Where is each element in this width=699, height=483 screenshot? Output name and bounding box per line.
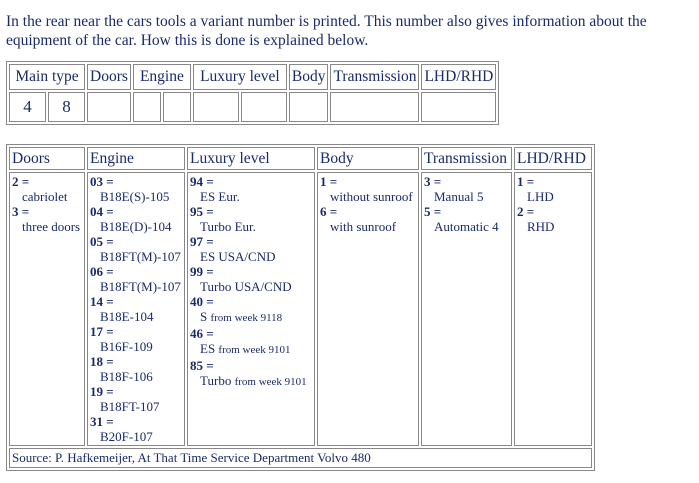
luxury-value xyxy=(190,219,312,234)
variant-number-table xyxy=(6,61,499,125)
luxury-code: 94 = xyxy=(190,174,214,189)
luxury-name: ES xyxy=(200,341,216,356)
engine-code: 17 = xyxy=(90,324,114,339)
luxury-code: 85 = xyxy=(190,358,214,373)
transmission-cell xyxy=(330,92,419,122)
legend-header-luxury-level: Luxury level xyxy=(187,147,315,170)
luxury-code: 40 = xyxy=(190,294,214,309)
engine-code: 05 = xyxy=(90,234,114,249)
luxury-code: 99 = xyxy=(190,264,214,279)
header-lhd-rhd: LHD/RHD xyxy=(421,64,496,90)
body-value: with sunroof xyxy=(330,219,397,234)
engine-value: B18FT-107 xyxy=(100,399,160,414)
engine-value: B18F-106 xyxy=(100,369,153,384)
engine-value: B18FT(M)-107 xyxy=(100,249,181,264)
engine-code: 04 = xyxy=(90,204,114,219)
luxury-name: ES Eur. xyxy=(200,189,240,204)
engine-column xyxy=(87,172,185,446)
luxury-name: Turbo USA/CND xyxy=(200,279,292,294)
header-body: Body xyxy=(289,64,329,90)
luxury-name: S xyxy=(200,309,208,324)
luxury-value xyxy=(190,249,312,264)
drive-code: 2 = xyxy=(517,204,535,219)
header-transmission: Transmission xyxy=(330,64,419,90)
doors-value: three doors xyxy=(22,219,81,234)
transmission-value: Automatic 4 xyxy=(434,219,499,234)
engine-value: B18E(S)-105 xyxy=(100,189,170,204)
transmission-column xyxy=(421,172,512,446)
doors-code: 2 = xyxy=(12,174,30,189)
engine-code: 18 = xyxy=(90,354,114,369)
body-cell xyxy=(289,92,329,122)
doors-code: 3 = xyxy=(12,204,30,219)
luxury-note: from week 9118 xyxy=(210,312,283,324)
luxury-name: Turbo xyxy=(200,373,232,388)
lhd-rhd-column xyxy=(514,172,592,446)
header-luxury-level: Luxury level xyxy=(193,64,287,90)
engine-code: 03 = xyxy=(90,174,114,189)
luxury-code: 95 = xyxy=(190,204,214,219)
engine-value: B18E(D)-104 xyxy=(100,219,172,234)
luxury-note: from week 9101 xyxy=(234,376,307,388)
engine-value: B18FT(M)-107 xyxy=(100,279,181,294)
drive-code: 1 = xyxy=(517,174,535,189)
luxury-note: from week 9101 xyxy=(218,344,291,356)
source-note: Source: P. Hafkemeijer, At That Time Service Department Volvo 480 xyxy=(9,448,592,468)
engine-value: B16F-109 xyxy=(100,339,153,354)
transmission-code: 5 = xyxy=(424,204,442,219)
luxury-value xyxy=(190,279,312,294)
engine-cell-2 xyxy=(163,92,191,122)
body-code: 1 = xyxy=(320,174,338,189)
legend-header-engine: Engine xyxy=(87,147,185,170)
luxury-name: Turbo Eur. xyxy=(200,219,256,234)
main-type-digit-1: 4 xyxy=(9,92,46,122)
lhd-rhd-cell xyxy=(421,92,496,122)
engine-cell-1 xyxy=(133,92,161,122)
body-value: without sunroof xyxy=(330,189,413,204)
luxury-name: ES USA/CND xyxy=(200,249,276,264)
transmission-code: 3 = xyxy=(424,174,442,189)
engine-code: 31 = xyxy=(90,414,114,429)
luxury-cell-2 xyxy=(241,92,287,122)
header-doors: Doors xyxy=(87,64,131,90)
drive-value: LHD xyxy=(527,189,554,204)
engine-code: 14 = xyxy=(90,294,114,309)
legend-header-body: Body xyxy=(317,147,419,170)
luxury-value xyxy=(190,373,312,390)
doors-column xyxy=(9,172,85,446)
luxury-column xyxy=(187,172,315,446)
transmission-value: Manual 5 xyxy=(434,189,484,204)
header-main-type: Main type xyxy=(9,64,85,90)
luxury-code: 97 = xyxy=(190,234,214,249)
luxury-cell-1 xyxy=(193,92,239,122)
engine-value: B18E-104 xyxy=(100,309,154,324)
luxury-value xyxy=(190,341,312,358)
header-engine: Engine xyxy=(133,64,191,90)
engine-value: B20F-107 xyxy=(100,429,153,444)
legend-header-transmission: Transmission xyxy=(421,147,512,170)
doors-value: cabriolet xyxy=(22,189,68,204)
doors-cell xyxy=(87,92,131,122)
legend-header-lhd-rhd: LHD/RHD xyxy=(514,147,592,170)
body-code: 6 = xyxy=(320,204,338,219)
legend-table xyxy=(6,144,595,471)
engine-code: 06 = xyxy=(90,264,114,279)
intro-text: In the rear near the cars tools a variant number is printed. This number also gives information about the equipment of the car. How this is done is explained below. xyxy=(6,13,647,49)
luxury-code: 46 = xyxy=(190,326,214,341)
engine-code: 19 = xyxy=(90,384,114,399)
body-column xyxy=(317,172,419,446)
luxury-value xyxy=(190,189,312,204)
drive-value: RHD xyxy=(527,219,555,234)
legend-header-doors: Doors xyxy=(9,147,85,170)
luxury-value xyxy=(190,309,312,326)
main-type-digit-2: 8 xyxy=(48,92,85,122)
